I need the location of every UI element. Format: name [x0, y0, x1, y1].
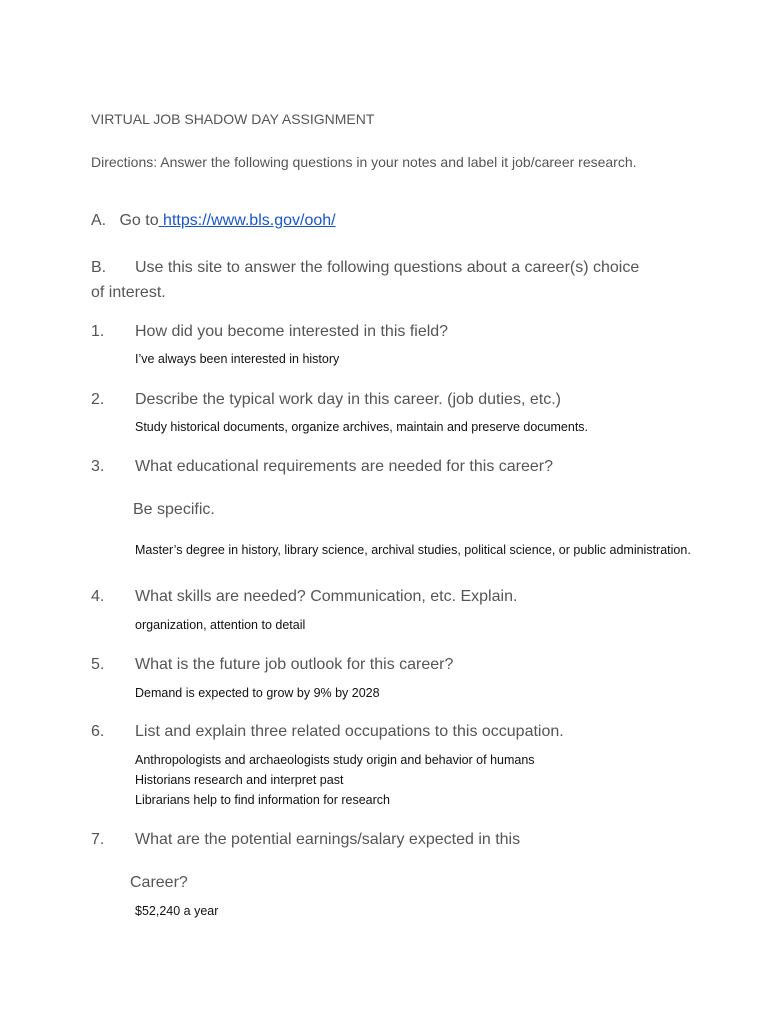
step-a-label: A. [91, 212, 107, 229]
question-7-text: What are the potential earnings/salary expected in this [135, 831, 521, 848]
directions-text: Directions: Answer the following questions in your notes and label it job/career research. [91, 154, 637, 170]
question-6-text: List and explain three related occupations to this occupation. [135, 723, 564, 740]
step-b-text: Use this site to answer the following questions about a career(s) choice of interest. [91, 259, 640, 301]
question-7-text-continued: Career? [130, 874, 188, 891]
answer-3: Master’s degree in history, library science, archival studies, political science, or public administration. [135, 542, 691, 557]
answer-7: $52,240 a year [135, 904, 219, 918]
question-3-text-continued: Be specific. [133, 501, 215, 518]
question-2-text: Describe the typical work day in this career. (job duties, etc.) [135, 391, 561, 408]
question-1-number: 1. [91, 323, 105, 340]
answer-2: Study historical documents, organize archives, maintain and preserve documents. [135, 420, 589, 434]
answer-5: Demand is expected to grow by 9% by 2028 [135, 686, 380, 700]
answer-6-line-3: Librarians help to find information for research [135, 793, 390, 807]
question-6-number: 6. [91, 723, 105, 740]
question-2-number: 2. [91, 391, 105, 408]
answer-6-line-2: Historians research and interpret past [135, 773, 344, 787]
answer-1: I’ve always been interested in history [135, 352, 340, 366]
question-4-number: 4. [91, 588, 105, 605]
question-4-text: What skills are needed? Communication, etc. Explain. [135, 588, 518, 605]
question-3-text: What educational requirements are needed for this career? [135, 458, 554, 475]
assignment-title: VIRTUAL JOB SHADOW DAY ASSIGNMENT [91, 111, 375, 127]
answer-4: organization, attention to detail [135, 618, 306, 632]
bls-ooh-link[interactable]: https://www.bls.gov/ooh/ [158, 212, 336, 229]
step-b-label: B. [91, 259, 107, 276]
question-5-number: 5. [91, 656, 105, 673]
question-3-number: 3. [91, 458, 105, 475]
question-7-number: 7. [91, 831, 105, 848]
step-a-text: Go to [119, 212, 159, 229]
answer-6-line-1: Anthropologists and archaeologists study origin and behavior of humans [135, 753, 535, 767]
step-a [91, 212, 336, 230]
question-1-text: How did you become interested in this field? [135, 323, 449, 340]
question-5-text: What is the future job outlook for this career? [135, 656, 454, 673]
step-b [91, 255, 651, 305]
